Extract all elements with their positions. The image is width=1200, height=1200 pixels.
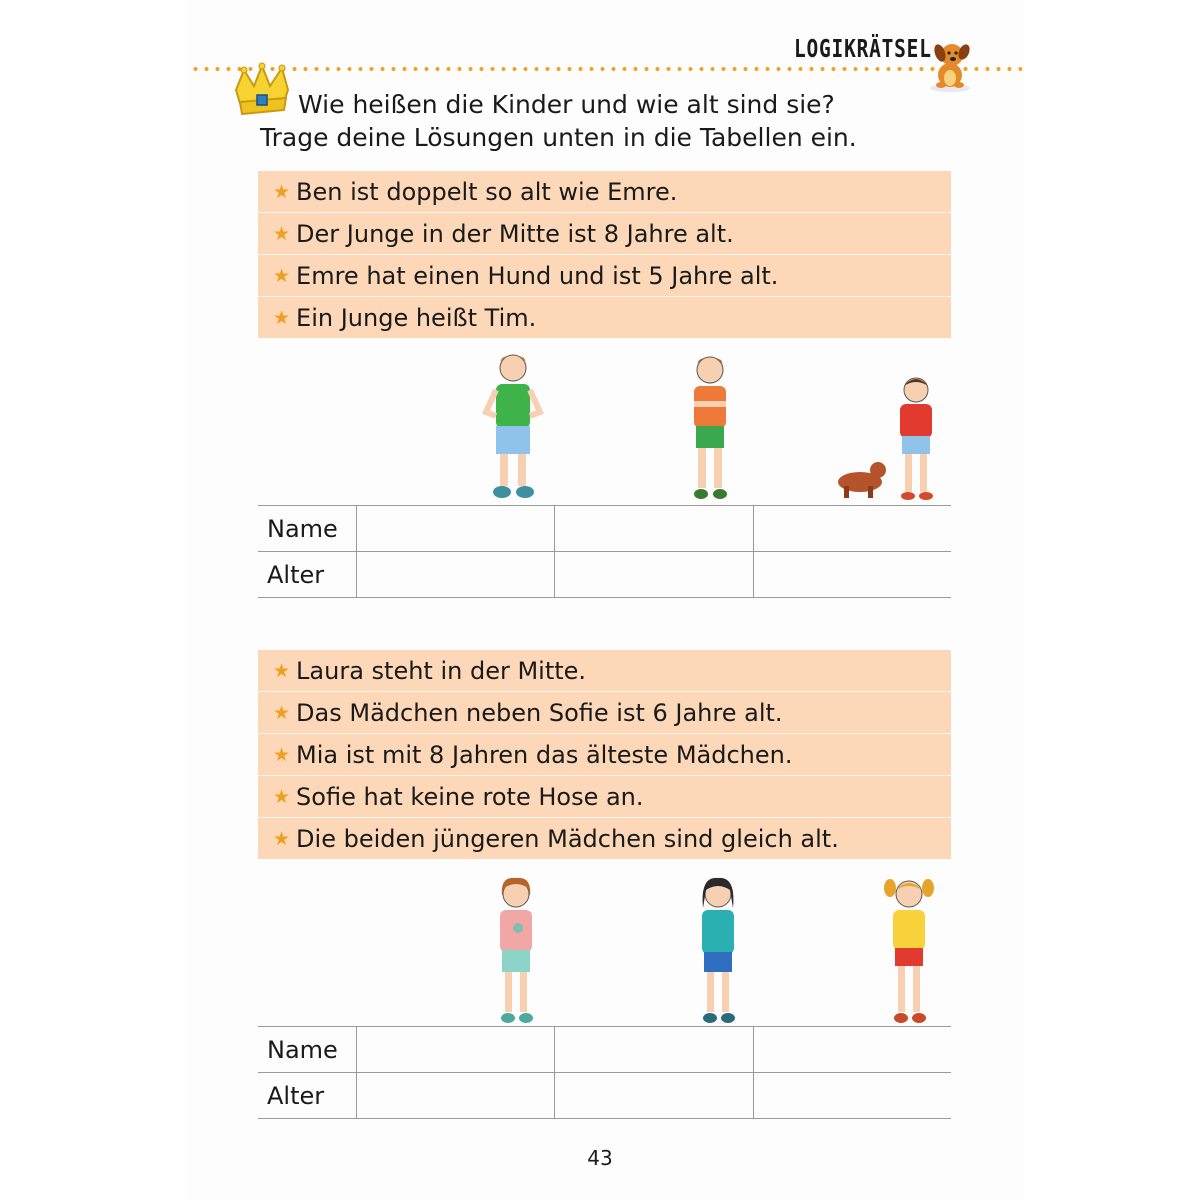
answer-cell[interactable]: [356, 1073, 554, 1119]
answer-table-girls: [258, 1026, 951, 1119]
table-row: [258, 1073, 951, 1119]
answer-cell[interactable]: [356, 506, 554, 552]
clue-row: [258, 171, 951, 213]
row-label-age: Alter: [258, 1073, 356, 1119]
answer-cell[interactable]: [356, 552, 554, 598]
table-row: [258, 1027, 951, 1073]
boy-orange-shirt-figure: [678, 352, 742, 502]
dog-mascot-icon: [922, 38, 978, 94]
answer-cell[interactable]: [753, 1027, 951, 1073]
clue-row: [258, 734, 951, 776]
clue-box-girls: [258, 650, 951, 859]
boy-red-shirt-with-dog-figure: [834, 374, 952, 502]
answer-cell[interactable]: [555, 552, 753, 598]
star-icon: ★: [273, 264, 291, 287]
answer-cell[interactable]: [555, 506, 753, 552]
clue-text: Ben ist doppelt so alt wie Emre.: [296, 177, 678, 206]
answer-table-boys: [258, 505, 951, 598]
answer-cell[interactable]: [555, 1027, 753, 1073]
girl-yellow-shirt-figure: [876, 874, 942, 1026]
clue-row: [258, 692, 951, 734]
star-icon: ★: [273, 222, 291, 245]
boy-green-shirt-figure: [478, 350, 548, 502]
star-icon: ★: [273, 785, 291, 808]
answer-cell[interactable]: [356, 1027, 554, 1073]
girls-illustration: [258, 874, 951, 1026]
clue-row: [258, 255, 951, 297]
star-icon: ★: [273, 827, 291, 850]
clue-text: Die beiden jüngeren Mädchen sind gleich alt.: [296, 824, 839, 853]
answer-cell[interactable]: [753, 506, 951, 552]
boys-illustration: [258, 350, 951, 502]
girl-pink-shirt-figure: [486, 874, 546, 1026]
star-icon: ★: [273, 701, 291, 724]
table-row: [258, 506, 951, 552]
clue-text: Emre hat einen Hund und ist 5 Jahre alt.: [296, 261, 779, 290]
star-icon: ★: [273, 659, 291, 682]
instruction-line-1: Wie heißen die Kinder und wie alt sind sie?: [298, 90, 835, 119]
clue-row: [258, 776, 951, 818]
star-icon: ★: [273, 743, 291, 766]
instruction-line-2: Trage deine Lösungen unten in die Tabellen ein.: [260, 123, 857, 152]
clue-row: [258, 297, 951, 338]
row-label-name: Name: [258, 506, 356, 552]
clue-box-boys: [258, 171, 951, 338]
crown-icon: [230, 62, 294, 122]
dotted-divider: [190, 67, 1022, 71]
clue-text: Sofie hat keine rote Hose an.: [296, 782, 644, 811]
row-label-name: Name: [258, 1027, 356, 1073]
clue-text: Laura steht in der Mitte.: [296, 656, 587, 685]
clue-row: [258, 650, 951, 692]
clue-text: Mia ist mit 8 Jahren das älteste Mädchen.: [296, 740, 793, 769]
answer-cell[interactable]: [753, 1073, 951, 1119]
section-title: LOGIKRÄTSEL: [794, 34, 932, 63]
star-icon: ★: [273, 306, 291, 329]
clue-text: Das Mädchen neben Sofie ist 6 Jahre alt.: [296, 698, 783, 727]
clue-row: [258, 818, 951, 859]
table-row: [258, 552, 951, 598]
answer-cell[interactable]: [555, 1073, 753, 1119]
row-label-age: Alter: [258, 552, 356, 598]
girl-teal-shirt-figure: [688, 874, 748, 1026]
clue-text: Ein Junge heißt Tim.: [296, 303, 537, 332]
answer-cell[interactable]: [753, 552, 951, 598]
clue-text: Der Junge in der Mitte ist 8 Jahre alt.: [296, 219, 734, 248]
star-icon: ★: [273, 180, 291, 203]
clue-row: [258, 213, 951, 255]
page-number: 43: [587, 1146, 613, 1170]
